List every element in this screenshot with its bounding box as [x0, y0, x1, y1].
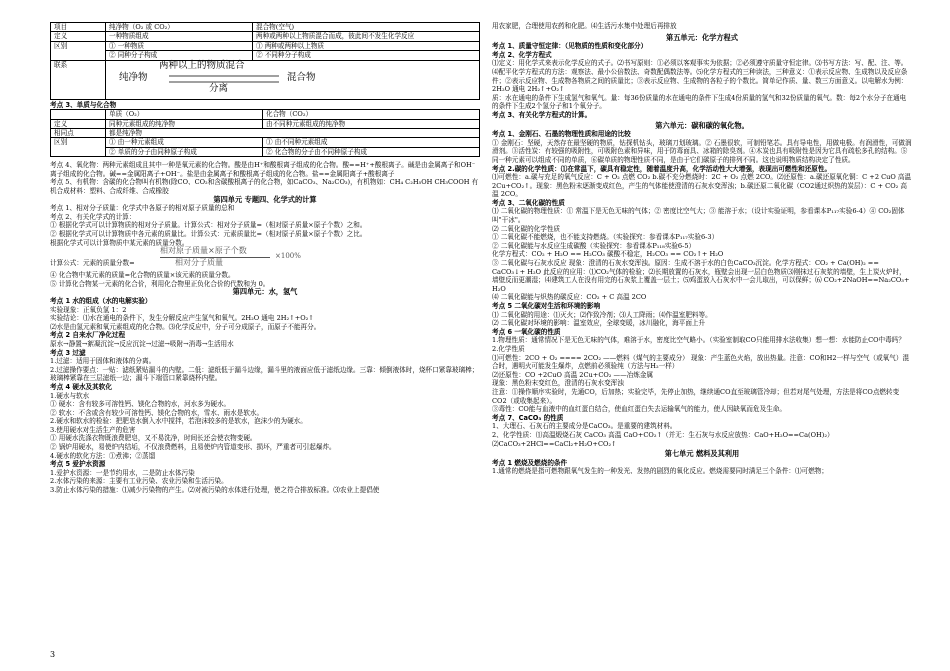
- table-cell: 都是纯净物: [106, 129, 480, 138]
- page-number: 3: [50, 650, 56, 659]
- paragraph: 实验现象：正氧负氢 1：2: [50, 305, 127, 314]
- table-cell: 同种元素组成的纯净物: [106, 119, 263, 128]
- paragraph: ⑴可燃性：2CO + O₂ ==== 2CO₂ ——燃料（煤气的主要成分） 现象：产生蓝色火焰，放出热量。注意：CO和H2一样与空气（或氧气）混合时，遇明火可能发生爆炸，点燃前必须验纯（方法与H₂一样）: [492, 353, 910, 371]
- paragraph: 现象：黑色粉末变红色，澄清的石灰水变浑浊: [492, 379, 624, 388]
- table-cell: 项目: [51, 23, 106, 32]
- pure-mixture-diagram: [109, 61, 476, 99]
- paragraph: ① 用硬水洗涤衣物既浪费肥皂，又不易洗净，时间长还会使衣物变硬。: [50, 434, 257, 443]
- paragraph: 实验结论：⑴水在通电的条件下，发生分解反应产生氢气和氧气。2H₂O 通电 2H₂↑+O₂↑: [50, 314, 314, 323]
- paragraph: ⑴可燃性：a.碳与充足的氧气反应：C + O₂ 点燃 CO₂ b.碳不充分燃烧时：2C + O₂ 点燃 2CO。⑵还原性：a.碳还原氧化铜：C +2 CuO 高温 2Cu+CO₂↑。现象：黑色粉末逐渐变成红色，产生的气体能使澄清的石灰水变浑浊；b.碳还原二氧化碳（CO2通过炽热的炭层）：C + CO₂ 高温 2CO。: [492, 173, 912, 199]
- paragraph: 考点 1、质量守恒定律：（见物质的性质和变化部分）: [492, 42, 648, 51]
- paragraph: 2.水体污染的来源：主要有工业污染、农业污染和生活污染。: [50, 477, 228, 486]
- paragraph: 2.化学性质: [492, 344, 525, 353]
- paragraph: ⑴定义：用化学式来表示化学反应的式子。⑵书写原则：①必须以客观事实为依据；②必须遵守质量守恒定律。⑶书写方法：写、配、注、等。⑷配平化学方程式的方法：观察法、最小公倍数法、奇数配偶数法等。⑸化学方程式的三种读法，三种意义：①表示反应物、生成物以及反应条件；②表示反应物、生成物各物质之间的质量比；③表示反应物、生成物的各粒子的个数比。简单记作质、量、数三方面意义。以电解水为例：2H₂O 通电 2H₂↑+O₂↑: [492, 59, 908, 94]
- table-cell: ② 单质的分子由同种原子构成: [106, 147, 263, 156]
- diagram-top-label: 两种以上的物质混合: [159, 59, 245, 71]
- section-heading: 考点 3、单质与化合物: [50, 100, 117, 109]
- diagram-right-label: 混合物: [287, 71, 316, 83]
- table-cell: 纯净物（O₂ 或 CO₂）: [106, 23, 253, 32]
- paragraph: ⑵还原性：CO +2CuO 高温 2Cu+CO₂ ——冶炼金属: [492, 370, 654, 379]
- table-cell: ① 两种或两种以上物质: [253, 41, 480, 50]
- table-cell: 区别: [51, 41, 106, 60]
- paragraph: 考点 3、二氧化碳的性质: [492, 198, 565, 207]
- unit-heading: 第四单元：水，氢气: [232, 287, 298, 297]
- paragraph: 考点 7、CaCO₃ 的性质: [492, 413, 564, 422]
- paragraph: 考点 1 水的组成（水的电解实验）: [50, 296, 152, 305]
- paragraph: ⑷ 二氧化碳能与炽热的碳反应：CO₂ + C 高温 2CO: [492, 293, 647, 302]
- formula-denominator: 相对分子质量: [175, 258, 223, 268]
- table-cell: 联系: [51, 60, 106, 99]
- paragraph: 考点 3 过滤: [50, 348, 86, 357]
- paragraph: 1.物理性质：通常情况下是无色无味的气体，难溶于水，密度比空气略小。（实验室制取CO只能用排水法收集）想一想：水能防止CO中毒吗？: [492, 336, 905, 345]
- table-cell: ① 由一种元素组成: [106, 138, 263, 147]
- table-cell: ① 由不同种元素组成: [263, 138, 480, 147]
- formula-numerator: 相对原子质量×原子个数: [160, 246, 247, 256]
- element-compound-table: [50, 109, 480, 157]
- paragraph: 考点 1、金刚石、石墨的物理性质和用途的比较: [492, 130, 631, 139]
- paragraph: 考点 2、化学方程式: [492, 50, 552, 59]
- paragraph: ⑴ 二氧化碳的用途：⑴灭火；⑵作致冷剂；⑶人工降雨；⑷作温室肥料等。: [492, 310, 712, 319]
- diagram-left-label: 纯净物: [119, 71, 148, 83]
- formula-prefix: 计算公式：元素的质量分数=: [50, 259, 135, 268]
- table-cell: 相同点: [51, 129, 106, 138]
- unit-heading: 第六单元：碳和碳的氧化物。: [655, 120, 749, 130]
- table-cell: 混合物(空气): [253, 23, 480, 32]
- unit-heading: 第七单元 燃料及其利用: [664, 449, 740, 459]
- paragraph: 2、化学性质：⑴高温煅烧石灰 CaCO₃ 高温 CaO+CO₂↑（并无：生石灰与水反应放热：CaO+H₂O==Ca(OH)₂）⑵CaCO₃+2HCl==CaCl₂+H₂O+CO₂↑: [492, 430, 834, 448]
- table-cell: [51, 110, 106, 119]
- paragraph: ① 金刚石：坚硬，天然存在最坚硬的物质，钻探机钻头，玻璃刀划玻璃。② 石墨很软，可制铅笔芯。具有导电性，用做电极。有润滑性，可做润滑剂。③活性炭：有较强的吸附性，可吸附色素和异味，用于防毒面具、冰箱的除臭剂。④木炭也具有吸附性是因为它具有疏松多孔的结构。⑤同一种元素可以组成不同的单质，⑥碳单质的物理性质不同，是由于它们碳原子的排列不同。这也说明物质结构决定了性质。: [492, 138, 912, 164]
- table-cell: 单质（O₂）: [106, 110, 263, 119]
- left-column: [50, 22, 480, 495]
- paragraph: 1.过滤：适用于固体和液体的分离。: [50, 357, 156, 366]
- paragraph: 化学方程式：CO₂ + H₂O == H₂CO₃ 碳酸不稳定，H₂CO₃ == CO₂↑+ H₂O: [492, 250, 724, 259]
- table-cell: ② 化合物的分子由不同种原子构成: [263, 147, 480, 156]
- paragraph: 考点 4 硬水及其软化: [50, 382, 112, 391]
- table-cell: [106, 60, 480, 99]
- unit-heading: 第五单元：化学方程式: [666, 32, 738, 42]
- paragraph: 考点 1、相对分子质量：化学式中各原子的相对原子质量的总和: [50, 204, 235, 213]
- right-column: [492, 22, 912, 476]
- calc-lines: [50, 204, 480, 247]
- paragraph: 1.硬水与软水: [50, 391, 90, 400]
- paragraph: ② 软水：不含或含有较少可溶性钙、镁化合物的水，雪水、雨水是软水。: [50, 408, 264, 417]
- formula-percent: ×100%: [275, 252, 301, 261]
- paragraph: 1.通常的燃烧是指可燃物跟氧气发生的一种发光、发热的剧烈的氧化反应。燃烧需要同时满足三个条件：⑴可燃物；: [492, 467, 828, 476]
- paragraph: ① 根据化学式可以计算物质的相对分子质量。计算公式：相对分子质量=（相对原子质量×原子个数）之和。: [50, 221, 367, 230]
- paragraph: ⑵水是由氢元素和氧元素组成的化合物。⑶化学反应中，分子可分成原子，而原子不能再分。: [50, 322, 321, 331]
- paragraph: ⑵ 二氧化碳的化学性质: [492, 224, 561, 233]
- paragraph: 1.爱护水资源：一是节约用水，二是防止水体污染: [50, 468, 195, 477]
- paragraph: 考点 4、氧化物：两种元素组成且其中一种是氧元素的化合物。酸是由H⁺和酸根离子组成的化合物。酸==H⁺+酸根离子。碱是由金属离子和OH⁻离子组成的化合物。碱==金属阳离子+OH⁻。盐是由金属离子和酸根离子组成的化合物。盐==金属阳离子+酸根离子: [50, 161, 476, 178]
- paragraph: 3.防止水体污染的措施：⑴减少污染物的产生。⑵对被污染的水体进行处理，使之符合排放标准。⑶农业上提倡使: [50, 486, 380, 495]
- paragraph: ⑵ 二氧化碳对环境的影响：温室效应，全球变暖，冰川融化，海平面上升: [492, 319, 706, 328]
- paragraph: ② 二氧化碳能与水反应生成碳酸（实验探究：参看课本P₁₁₈实验6-5）: [492, 241, 696, 250]
- paragraph: 2.硬水和软水的检验：把肥皂水倒入水中搅拌，若泡沫较多的是软水，泡沫少的为硬水。: [50, 417, 307, 426]
- table-cell: ② 不同种分子构成: [253, 51, 480, 60]
- table-cell: 化合物（CO₂）: [263, 110, 480, 119]
- paragraph: 根据化学式可以计算物质中某元素的质量分数。: [50, 238, 189, 247]
- paragraph: 考点 5、有机物：含碳的化合物叫有机物(除CO、CO₂和含碳酸根离子的化合物，如CaCO₃、Na₂CO₃)，有机物如：CH₄ C₂H₅OH CH₃COOH 有机合成材料：塑料、合成纤维、合成橡胶: [50, 178, 479, 196]
- table-cell: ② 同种分子构成: [106, 51, 253, 60]
- paragraph: 考点 5 爱护水资源: [50, 460, 106, 469]
- table-cell: 两种或两种以上物质混合而成，彼此间不发生化学反应: [253, 32, 480, 41]
- paragraph: ① 二氧化碳不能燃烧，也不能支持燃烧。（实验探究：参看课本P₁₁₇实验6-3）: [492, 233, 719, 242]
- paragraph: 考点 3、有关化学方程式的计算。: [492, 110, 592, 119]
- paragraph: ② 根据化学式可以计算物质中各元素的质量比。计算公式：元素质量比=（相对原子质量×原子个数）之比。: [50, 230, 367, 238]
- diagram-bottom-label: 分离: [209, 82, 229, 94]
- paragraph: 4.硬水的软化方法：①煮沸；②蒸馏: [50, 451, 156, 460]
- paragraph: ② 锅炉用硬水，易使炉内结垢，不仅浪费燃料，且易使炉内管道变形、损坏，严重者可引起爆炸。: [50, 443, 336, 452]
- paragraph: 2.过滤操作要点：一贴：滤纸紧贴漏斗的内壁。二低：滤纸低于漏斗边缘，漏斗里的液面应低于滤纸边缘。三靠：倾倒液体时，烧杯口紧靠玻璃棒；玻璃棒紧靠在三层滤纸一边；漏斗下端管口紧靠烧杯内壁。: [50, 365, 479, 383]
- paragraph: 考点 6 一氧化碳的性质: [492, 327, 561, 336]
- pure-mixture-table: [50, 22, 480, 100]
- paragraph: 考点 2 自来水厂净化过程: [50, 331, 126, 340]
- paragraph: 用农家肥，合理使用农药和化肥。⑷生活污水集中处理后再排放: [492, 22, 677, 30]
- paragraph: 考点 2.碳的化学性质：⑴在常温下，碳具有稳定性，随着温度升高，化学活动性大大增强，表现出可燃性和还原性。: [492, 164, 832, 173]
- table-cell: 定义: [51, 119, 106, 128]
- paragraph: 注意：①操作顺序实验时，先通CO，后加热；实验完毕，先停止加热，继续通CO直至玻璃管冷却；但若对尾气处理，方法是将CO点燃转变CO2（或收集起来）。: [492, 387, 900, 405]
- paragraph: ④ 化合物中某元素的质量=化合物的质量×该元素的质量分数。: [50, 271, 235, 280]
- paragraph: 考点 1 燃烧及燃烧的条件: [492, 458, 568, 467]
- paragraph: ① 硬水：含有较多可溶性钙、镁化合物的水，河水多为硬水。: [50, 400, 231, 409]
- mass-fraction-formula: [50, 247, 480, 271]
- paragraph: 考点 2、有关化学式的计算：: [50, 212, 136, 221]
- paragraph: 质：水在通电的条件下生成氢气和氧气。量：每36份质量的水在通电的条件下生成4份质量的氢气和32份质量的氧气。数：每2个水分子在通电的条件下生成2个氢分子和1个氧分子。: [492, 93, 907, 111]
- water-section: [50, 297, 480, 495]
- table-cell: 定义: [51, 32, 106, 41]
- unit-heading: 第四单元 专题四、化学式的计算: [213, 194, 317, 204]
- paragraph: 考点 5 二氧化碳对生活和环境的影响: [492, 302, 601, 310]
- paragraph: ⑤ 计算化合物某一元素的化合价，利用化合物里正负化合价的代数和为 0。: [50, 279, 270, 288]
- paragraph: 1、大理石、石灰石的主要成分是CaCO₃。是重要的建筑材料。: [492, 422, 677, 431]
- paragraph: 原水→静置→絮凝沉淀→反应沉淀→过滤→吸附→消毒→生活用水: [50, 339, 234, 348]
- paragraph: 3.使用硬水对生活生产的危害: [50, 425, 136, 434]
- table-cell: 由不同种元素组成的纯净物: [263, 119, 480, 128]
- paragraph: ⑴ 二氧化碳的物理性质：① 常温下是无色无味的气体；② 密度比空气大；③ 能溶于水；（设计实验证明，参看课本P₁₁₇实验6-4）④ CO₂固体叫"干冰"。: [492, 207, 905, 225]
- table-cell: 区别: [51, 138, 106, 157]
- table-cell: ① 一种物质: [106, 41, 253, 50]
- paragraph: ③ 二氧化碳与石灰水反应 现象：澄清的石灰水变浑浊。原因：生成不溶于水的白色CaCO₃沉淀。化学方程式：CO₂ + Ca(OH)₂ == CaCO₃↓+ H₂O 此反应的应用：⑴CO₂气体的检验；⑵长期放置的石灰水，瓶壁会出现一层白色物质⑶刚抹过石灰浆的墙壁，生上炭火炉时，墙壁反而更潮湿；⑷建筑工人在没有用完的石灰浆上覆盖一层土；⑸鸡蛋放入石灰水中一会儿取出，可以保鲜；⑹ CO₂+2NaOH==Na₂CO₃+ H₂O: [492, 259, 910, 293]
- table-cell: 一种物质组成: [106, 32, 253, 41]
- paragraph: ③毒性：CO能与血液中的血红蛋白结合，使血红蛋白失去运输氧气的能力，使人因缺氧而危及生命。: [492, 405, 786, 414]
